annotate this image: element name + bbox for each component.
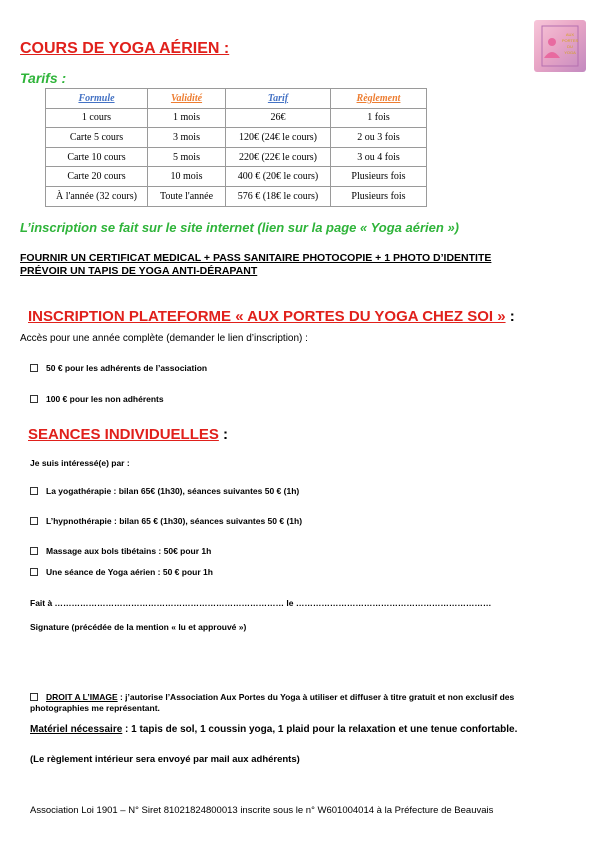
table-cell: Plusieurs fois [331,186,427,206]
droit-label: DROIT A L’IMAGE [46,692,118,702]
seances-title: SEANCES INDIVIDUELLES [28,426,219,443]
plateforme-heading [28,308,515,325]
table-cell: 1 mois [148,108,226,128]
table-header-row [46,89,427,109]
svg-text:PORTES: PORTES [561,38,579,43]
header-reglement: Règlement [331,89,427,109]
table-cell: 10 mois [148,167,226,187]
option-adherents[interactable] [30,363,207,373]
checkbox[interactable] [30,487,38,495]
plateforme-colon: : [505,308,515,325]
checkbox[interactable] [30,364,38,372]
table-cell: 1 cours [46,108,148,128]
tarifs-label: Tarifs : [20,70,67,86]
table-cell: 5 mois [148,147,226,167]
requirement-line: FOURNIR UN CERTIFICAT MEDICAL + PASS SANITAIRE PHOTOCOPIE + 1 PHOTO D’IDENTITE [20,252,492,264]
materiel-label: Matériel nécessaire [30,724,123,735]
page-title: COURS DE YOGA AÉRIEN : [20,40,230,57]
table-cell: 1 fois [331,108,427,128]
option-label: 100 € pour les non adhérents [46,394,164,404]
checkbox[interactable] [30,395,38,403]
table-cell: À l'année (32 cours) [46,186,148,206]
table-cell: 26€ [226,108,331,128]
table-cell: Carte 10 cours [46,147,148,167]
svg-text:YOGA: YOGA [564,50,576,55]
table-cell: Toute l'année [148,186,226,206]
fait-a-line[interactable]: Fait à ……………………………………………………………………… le …………………………………………………………… [30,598,492,608]
table-row [46,167,427,187]
materiel [30,724,517,735]
association-logo [534,20,586,72]
svg-text:AUX: AUX [565,32,575,37]
droit-text: : j’autorise l’Association Aux Portes du Yoga à utiliser et diffuser à titre gratuit et non exclusif des photographies me représentant. [30,692,515,713]
table-cell: Carte 20 cours [46,167,148,187]
table-cell: 120€ (24€ le cours) [226,128,331,148]
table-row [46,147,427,167]
seances-intro: Je suis intéressé(e) par : [30,458,130,468]
seances-heading [28,426,228,443]
inscription-note: L’inscription se fait sur le site internet (lien sur la page « Yoga aérien ») [20,220,459,235]
table-row [46,128,427,148]
checkbox[interactable] [30,568,38,576]
table-cell: 3 ou 4 fois [331,147,427,167]
header-validite: Validité [148,89,226,109]
option-hypnotherapie[interactable] [30,516,302,526]
svg-text:DU: DU [567,44,573,49]
header-formule: Formule [46,89,148,109]
option-label: 50 € pour les adhérents de l’association [46,363,208,373]
table-row [46,186,427,206]
table-cell: 220€ (22€ le cours) [226,147,331,167]
reglement-note: (Le règlement intérieur sera envoyé par mail aux adhérents) [30,754,300,765]
table-cell: 2 ou 3 fois [331,128,427,148]
table-cell: Plusieurs fois [331,167,427,187]
checkbox[interactable] [30,517,38,525]
option-yoga-aerien[interactable] [30,567,213,577]
option-non-adherents[interactable] [30,394,164,404]
checkbox[interactable] [30,547,38,555]
materiel-text: : 1 tapis de sol, 1 coussin yoga, 1 plaid pour la relaxation et une tenue confortable. [122,724,518,735]
plateforme-subtitle: Accès pour une année complète (demander le lien d’inscription) : [20,333,308,344]
seances-colon: : [218,426,229,443]
option-yogatherapie[interactable] [30,486,299,496]
requirement-line: PRÉVOIR UN TAPIS DE YOGA ANTI-DÉRAPANT [20,265,258,277]
droit-image [30,692,570,714]
option-massage[interactable] [30,546,211,556]
signature-label: Signature (précédée de la mention « lu et approuvé ») [30,622,247,632]
requirements [20,252,491,278]
table-cell: 576 € (18€ le cours) [226,186,331,206]
checkbox[interactable] [30,693,38,701]
footer: Association Loi 1901 – N° Siret 81021824800013 inscrite sous le n° W601004014 à la Préfecture de Beauvais [30,805,494,816]
table-cell: 400 € (20€ le cours) [226,167,331,187]
table-cell: 3 mois [148,128,226,148]
table-row [46,108,427,128]
option-label: L’hypnothérapie : bilan 65 € (1h30), séances suivantes 50 € (1h) [46,516,303,526]
option-label: Massage aux bols tibétains : 50€ pour 1h [46,546,212,556]
option-label: Une séance de Yoga aérien : 50 € pour 1h [46,567,213,577]
tarifs-table [45,88,427,207]
plateforme-title: INSCRIPTION PLATEFORME « AUX PORTES DU YOGA CHEZ SOI » [28,308,506,325]
meditation-icon [534,20,586,72]
table-cell: Carte 5 cours [46,128,148,148]
option-label: La yogathérapie : bilan 65€ (1h30), séances suivantes 50 € (1h) [46,486,300,496]
header-tarif: Tarif [226,89,331,109]
